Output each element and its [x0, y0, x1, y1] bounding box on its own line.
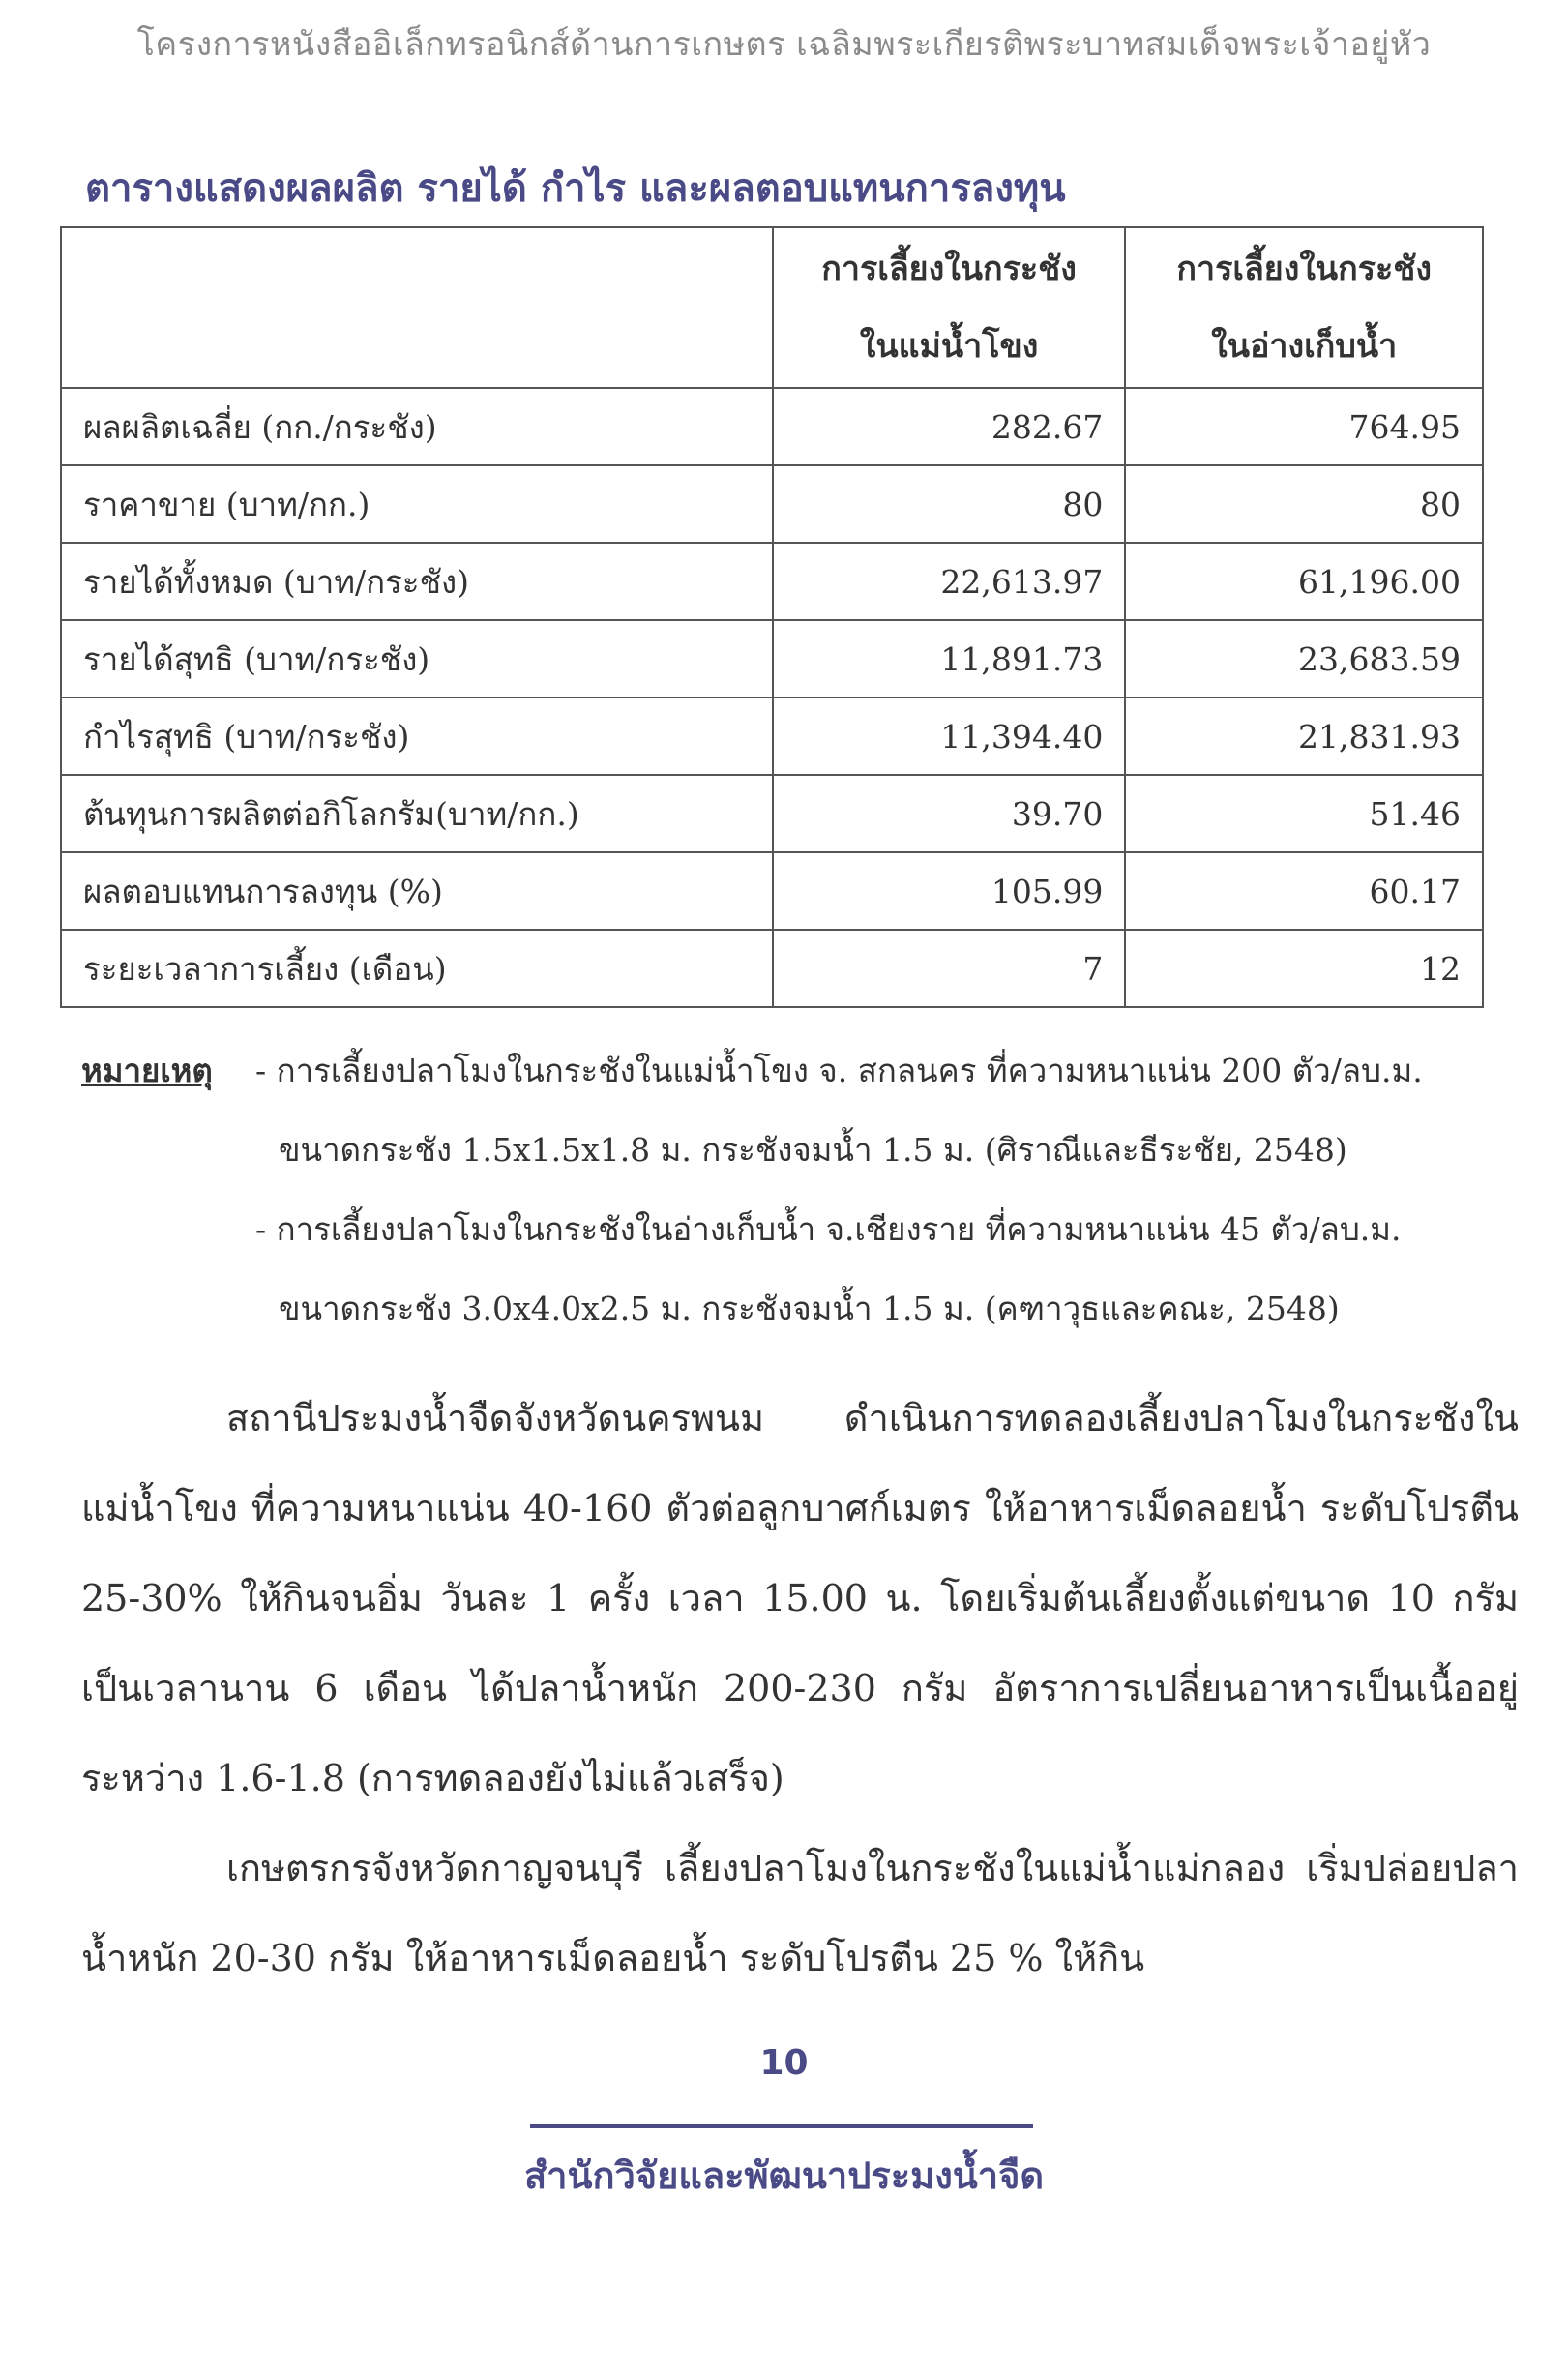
column-header-line: การเลี้ยงในกระชัง	[821, 250, 1077, 288]
row-label: ราคาขาย (บาท/กก.)	[61, 465, 773, 543]
cell-mekong: 105.99	[773, 852, 1126, 930]
cell-mekong: 22,613.97	[773, 543, 1126, 620]
cell-mekong: 282.67	[773, 388, 1126, 465]
note-item	[81, 1190, 1552, 1269]
footer-organization: สำนักวิจัยและพัฒนาประมงน้ำจืด	[523, 2154, 1045, 2197]
table-row	[61, 775, 1483, 852]
cell-mekong: 39.70	[773, 775, 1126, 852]
page-number: 10	[759, 2043, 809, 2083]
table-row	[61, 465, 1483, 543]
body-paragraph: เกษตรกรจังหวัดกาญจนบุรี เลี้ยงปลาโมงในกระชังในแม่น้ำแม่กลอง เริ่มปล่อยปลาน้ำหนัก 20-30 กรัม ให้อาหารเม็ดลอยน้ำ ระดับโปรตีน 25 % ให้กิน	[81, 1847, 1519, 1979]
column-header-line: ในอ่างเก็บน้ำ	[1211, 327, 1398, 366]
column-header-reservoir	[1125, 227, 1483, 388]
cell-reservoir: 21,831.93	[1125, 698, 1483, 775]
table-row	[61, 930, 1483, 1007]
table-row	[61, 388, 1483, 465]
column-header-mekong	[773, 227, 1126, 388]
row-label: ผลตอบแทนการลงทุน (%)	[61, 852, 773, 930]
footer-divider	[530, 2124, 1033, 2128]
running-header: โครงการหนังสืออิเล็กทรอนิกส์ด้านการเกษตร เฉลิมพระเกียรติพระบาทสมเด็จพระเจ้าอยู่หัว	[136, 25, 1432, 64]
note-line: ขนาดกระชัง 1.5x1.5x1.8 ม. กระชังจมน้ำ 1.5 ม. (ศิราณีและธีระชัย, 2548)	[279, 1131, 1347, 1169]
table-row	[61, 698, 1483, 775]
row-label: รายได้ทั้งหมด (บาท/กระชัง)	[61, 543, 773, 620]
cell-mekong: 80	[773, 465, 1126, 543]
cell-mekong: 11,891.73	[773, 620, 1126, 698]
body-paragraph: สถานีประมงน้ำจืดจังหวัดนครพนม ดำเนินการทดลองเลี้ยงปลาโมงในกระชังในแม่น้ำโขง ที่ความหนาแน่น 40-160 ตัวต่อลูกบาศก์เมตร ให้อาหารเม็ดลอยน้ำ ระดับโปรตีน 25-30% ให้กินจนอิ่ม วันละ 1 ครั้ง เวลา 15.00 น. โดยเริ่มต้นเลี้ยงตั้งแต่ขนาด 10 กรัม เป็นเวลานาน 6 เดือน ได้ปลาน้ำหนัก 200-230 กรัม อัตราการเปลี่ยนอาหารเป็นเนื้ออยู่ระหว่าง 1.6-1.8 (การทดลองยังไม่แล้วเสร็จ)	[81, 1397, 1519, 1799]
row-label: ผลผลิตเฉลี่ย (กก./กระชัง)	[61, 388, 773, 465]
note-line: ขนาดกระชัง 3.0x4.0x2.5 ม. กระชังจมน้ำ 1.5 ม. (คฑาวุธและคณะ, 2548)	[279, 1290, 1340, 1327]
cell-mekong: 7	[773, 930, 1126, 1007]
cell-mekong: 11,394.40	[773, 698, 1126, 775]
yield-income-table	[60, 226, 1484, 1008]
table-notes	[81, 1031, 1552, 1349]
row-label: กำไรสุทธิ (บาท/กระชัง)	[61, 698, 773, 775]
table-title: ตารางแสดงผลผลิต รายได้ กำไร และผลตอบแทนการลงทุน	[85, 166, 1066, 211]
cell-reservoir: 61,196.00	[1125, 543, 1483, 620]
table-row	[61, 543, 1483, 620]
table-header-empty	[61, 227, 773, 388]
note-line: - การเลี้ยงปลาโมงในกระชังในแม่น้ำโขง จ. สกลนคร ที่ความหนาแน่น 200 ตัว/ลบ.ม.	[255, 1052, 1423, 1089]
body-text	[81, 1374, 1519, 2004]
row-label: รายได้สุทธิ (บาท/กระชัง)	[61, 620, 773, 698]
cell-reservoir: 80	[1125, 465, 1483, 543]
cell-reservoir: 51.46	[1125, 775, 1483, 852]
table-row	[61, 852, 1483, 930]
cell-reservoir: 60.17	[1125, 852, 1483, 930]
cell-reservoir: 764.95	[1125, 388, 1483, 465]
column-header-line: ในแม่น้ำโขง	[859, 327, 1039, 366]
table-header-row	[61, 227, 1483, 388]
note-line: - การเลี้ยงปลาโมงในกระชังในอ่างเก็บน้ำ จ.เชียงราย ที่ความหนาแน่น 45 ตัว/ลบ.ม.	[255, 1210, 1402, 1248]
note-item	[81, 1031, 1552, 1111]
table-row	[61, 620, 1483, 698]
note-label-spacer	[81, 1190, 255, 1269]
note-label: หมายเหตุ	[81, 1052, 213, 1089]
row-label: ต้นทุนการผลิตต่อกิโลกรัม(บาท/กก.)	[61, 775, 773, 852]
row-label: ระยะเวลาการเลี้ยง (เดือน)	[61, 930, 773, 1007]
cell-reservoir: 23,683.59	[1125, 620, 1483, 698]
cell-reservoir: 12	[1125, 930, 1483, 1007]
column-header-line: การเลี้ยงในกระชัง	[1176, 250, 1432, 288]
